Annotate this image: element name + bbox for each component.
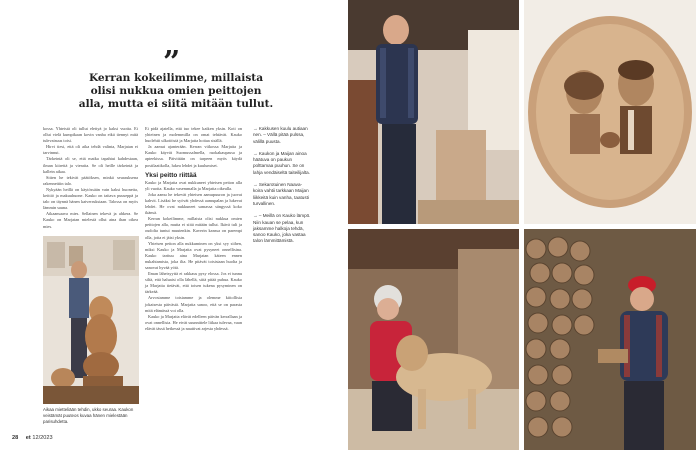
- paragraph: Kauko ja Marjatta elävät edelleen päivän kerrallaan ja ovat onnellisia. He eivät suunnittele liikaa tulevaa, vaan elävät tässä hetkessä ja nauttivat arjesta yhdessä.: [145, 313, 242, 331]
- man-portrait-photo: [348, 0, 519, 224]
- paragraph: Ei pidä ajatella, että tuo tekee kaiken yksin. Koti on yhteinen ja molemmilla on omat tehtävät. Kauko huolehtii ulkotöistä ja Marjatta hoitaa sisällä.: [145, 126, 242, 144]
- page-number: 28: [12, 435, 19, 441]
- body-column-2: [145, 126, 242, 332]
- caption-4: → – Meillä on Kauko lämpö. Niin kauan se pelaa, kun jaksamme halkoja tehdä, sanoo Kauko, joka vastaa talon lämmittämistä.: [253, 213, 311, 244]
- paragraph: Nykyään heillä on käytössään vain kaksi huonetta, keittiö ja makuuhuone. Kauko on taitava puuseppä ja talo on täynnä hänen kaiverruksiaan. Talossa on myös lämmin sauna.: [43, 186, 138, 211]
- caption-2: → Kaukon ja Maijan ainoa häätuva on paukun polttamaa puuhun. Se on lahja vendäiseltä taiteilijalta.: [253, 150, 310, 175]
- caption-3: → Sekarotuinen Naava-koira vahtii tarkkaan Maijan liikkeitä kuin vanha, taatusti turvallinen.: [253, 182, 309, 206]
- woman-with-dog-illustration: [348, 229, 519, 450]
- firewood-illustration: [524, 229, 696, 450]
- paragraph: Kerran kokeilimme, millaista olisi nukkua omien peittojen alla, mutta ei siitä mitään tullut. Ikävä tuli ja oudolta tuntui muutenkin. Kaverin kanssa on parempi olla, jotta ei jäisi yksin.: [145, 216, 242, 240]
- paragraph: Arvostamme toisiamme ja olemme kiitollisia jokaisesta päivästä. Marjatta sanoo, että se on parasta mitä elämässä voi olla.: [145, 295, 242, 313]
- carved-plate-photo: [524, 0, 696, 224]
- body-column-1: [43, 126, 138, 230]
- firewood-photo: [524, 229, 696, 450]
- wood-carving-photo: [43, 236, 139, 404]
- woman-with-dog-photo: [348, 229, 519, 450]
- pull-quote: Kerran kokeilimme, millaista olisi nukkua omien peittojen alla, mutta ei siitä mitään tullut.: [78, 72, 274, 110]
- subhead: Yksi peitto riittää: [145, 171, 197, 179]
- paragraph: Hirvi tiesi, että oli aika tehdä valinta, Marjatan ei tarvinnut.: [43, 144, 138, 156]
- paragraph: Sitten he tekivät päätöksen, minkä seurauksena rakennettiin talo.: [43, 174, 138, 186]
- wood-carving-illustration: [43, 236, 139, 404]
- carved-plate-illustration: [524, 0, 696, 224]
- paragraph: Kauko ja Marjatta ovat nukkuneet yhteisen peiton alla yli vuotta. Kauko vasemmalla ja Marjatta oikealla.: [145, 179, 242, 191]
- paragraph: Ja aamut ajanterään. Kerran viikossa Marjatta ja Kauko käyvät Suomussalmella, ruokakaupassa ja apteekissa. Päivittäin on tarpeen myös käydä postilaatikolla, lukea lehdet ja kuulumiset.: [145, 144, 242, 168]
- folio: [12, 435, 53, 441]
- paragraph: Aikaansaava mies. Sellainen tekevä ja ahkera. Se Kauko on Marjatan mielestä ollut aina ihan oikea mies.: [43, 211, 138, 229]
- paragraph: Tärkeintä oli se, että matka tapahtui kahdestaan, ilman kiirettä ja vieraita. Se oli heille tärkeintä ja kallein aikaa.: [43, 156, 138, 174]
- caption-1: → Kakkusen kuulu autiaan nen. – Vällä pitää pulssa, välillä puusta.: [253, 126, 308, 144]
- issue-number: 12/2023: [32, 435, 53, 441]
- magazine-name: et: [25, 435, 31, 441]
- paragraph: Ilman läheisyyttä ei rakkaus pysy elossa. Jos ei tunnu siltä, että haluaisi olla lähellä, siitä pitää puhua. Kauko ja Marjatta tietävät, että toisen tukena pysyminen on tärkeää.: [145, 271, 242, 295]
- photo-captions: [253, 126, 311, 251]
- man-portrait-illustration: [348, 0, 519, 224]
- paragraph: Yhteisen peiton alla nukkuminen on yksi syy siihen, miksi Kauko ja Marjatta ovat pysyneet onnellisina. Kauko tarttuu aina Marjatan käteen ennen nukahtamista, joka ilta. He pitävät toisistaan huolta ja sanovat hyvää yötä.: [145, 240, 242, 270]
- right-page: [348, 0, 696, 450]
- quote-mark: ”: [163, 45, 181, 80]
- photo-caption: Aikaa mietteliään tehdin, ukko seuraa. Kaukon veistämät puuteos kuvaa hänen mielestään parisuhdetta.: [43, 407, 134, 424]
- paragraph: kossa. Yhteistä oli tullut elettyä jo kaksi vuotta. Ei ollut vielä kumpikaan kovin vanha eikä tiennyt mitä tulevaisuus toisi.: [43, 126, 138, 144]
- paragraph: Joka aamu he tekevät yhteisen aamupuuron ja juovat kahvit. Lisäksi he syövät yhdessä aamupalan ja lukevat lehdet. He ovat nukkuneet samassa sängyssä koko ikänsä.: [145, 191, 242, 216]
